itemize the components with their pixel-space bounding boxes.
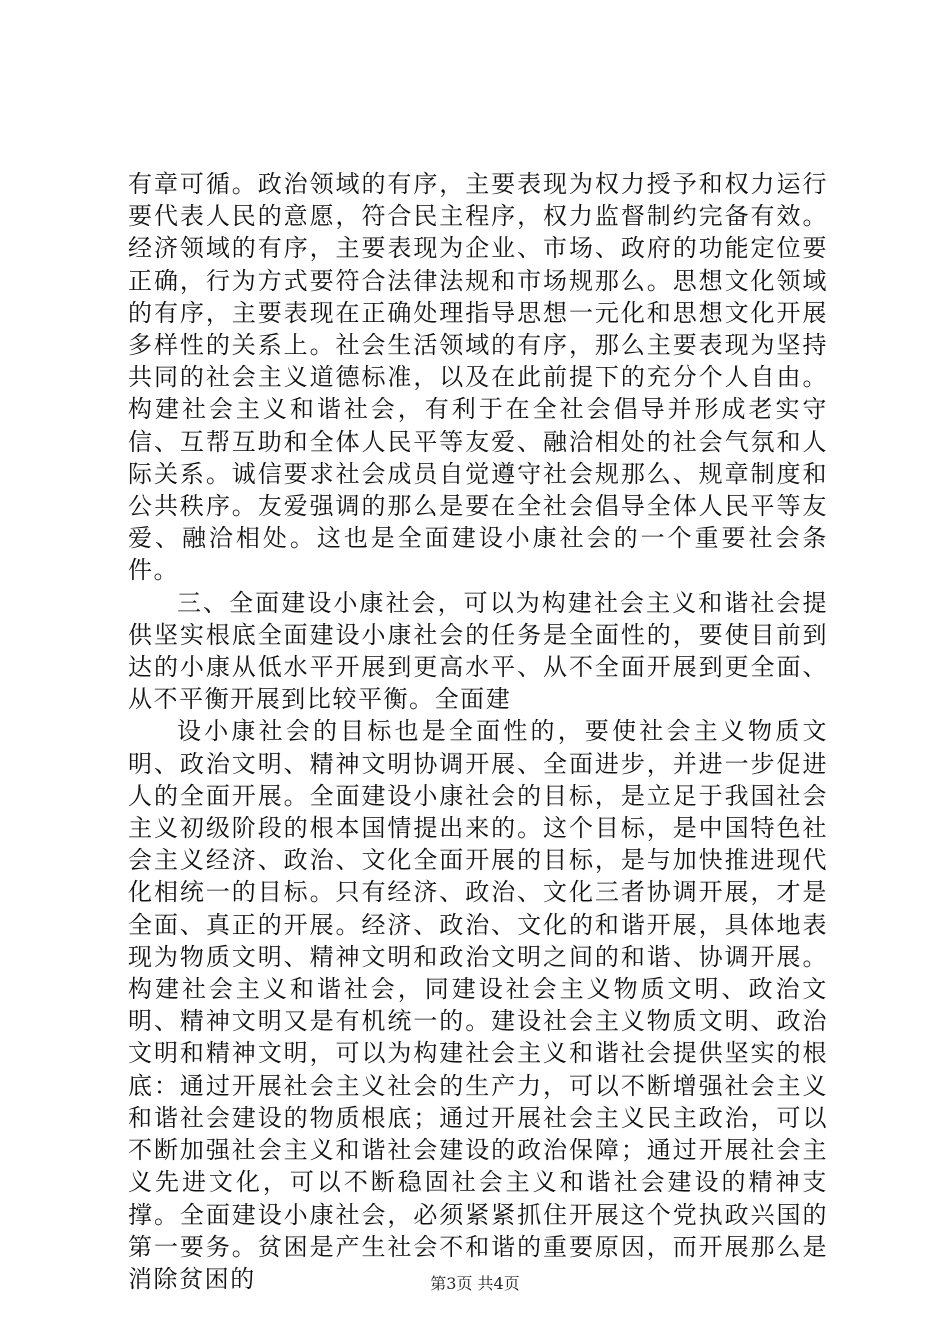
page-number-footer: 第3页 共4页 xyxy=(430,1274,520,1293)
document-body xyxy=(128,168,828,1295)
paragraph-continued: 有章可循。政治领域的有序，主要表现为权力授予和权力运行要代表人民的意愿，符合民主程序，权力监督制约完备有效。经济领域的有序，主要表现为企业、市场、政府的功能定位要正确，行为方式要符合法律法规和市场规那么。思想文化领域的有序，主要表现在正确处理指导思想一元化和思想文化开展多样性的关系上。社会生活领域的有序，那么主要表现为坚持共同的社会主义道德标准，以及在此前提下的充分个人自由。构建社会主义和谐社会，有利于在全社会倡导并形成老实守信、互帮互助和全体人民平等友爱、融洽相处的社会气氛和人际关系。诚信要求社会成员自觉遵守社会规那么、规章制度和公共秩序。友爱强调的那么是要在全社会倡导全体人民平等友爱、融洽相处。这也是全面建设小康社会的一个重要社会条件。 xyxy=(128,170,828,585)
paragraph-section-three: 三、全面建设小康社会，可以为构建社会主义和谐社会提供坚实根底全面建设小康社会的任务是全面性的，要使目前到达的小康从低水平开展到更高水平、从不全面开展到更全面、从不平衡开展到比较平衡。全面建 xyxy=(128,588,828,714)
paragraph-goals: 设小康社会的目标也是全面性的，要使社会主义物质文明、政治文明、精神文明协调开展、全面进步，并进一步促进人的全面开展。全面建设小康社会的目标，是立足于我国社会主义初级阶段的根本国情提出来的。这个目标，是中国特色社会主义经济、政治、文化全面开展的目标，是与加快推进现代化相统一的目标。只有经济、政治、文化三者协调开展，才是全面、真正的开展。经济、政治、文化的和谐开展，具体地表现为物质文明、精神文明和政治文明之间的和谐、协调开展。构建社会主义和谐社会，同建设社会主义物质文明、政治文明、精神文明又是有机统一的。建设社会主义物质文明、政治文明和精神文明，可以为构建社会主义和谐社会提供坚实的根底：通过开展社会主义社会的生产力，可以不断增强社会主义和谐社会建设的物质根底；通过开展社会主义民主政治，可以不断加强社会主义和谐社会建设的政治保障；通过开展社会主义先进文化，可以不断稳固社会主义和谐社会建设的精神支撑。全面建设小康社会，必须紧紧抓住开展这个党执政兴国的第一要务。贫困是产生社会不和谐的重要原因，而开展那么是消除贫困的 xyxy=(128,717,828,1293)
